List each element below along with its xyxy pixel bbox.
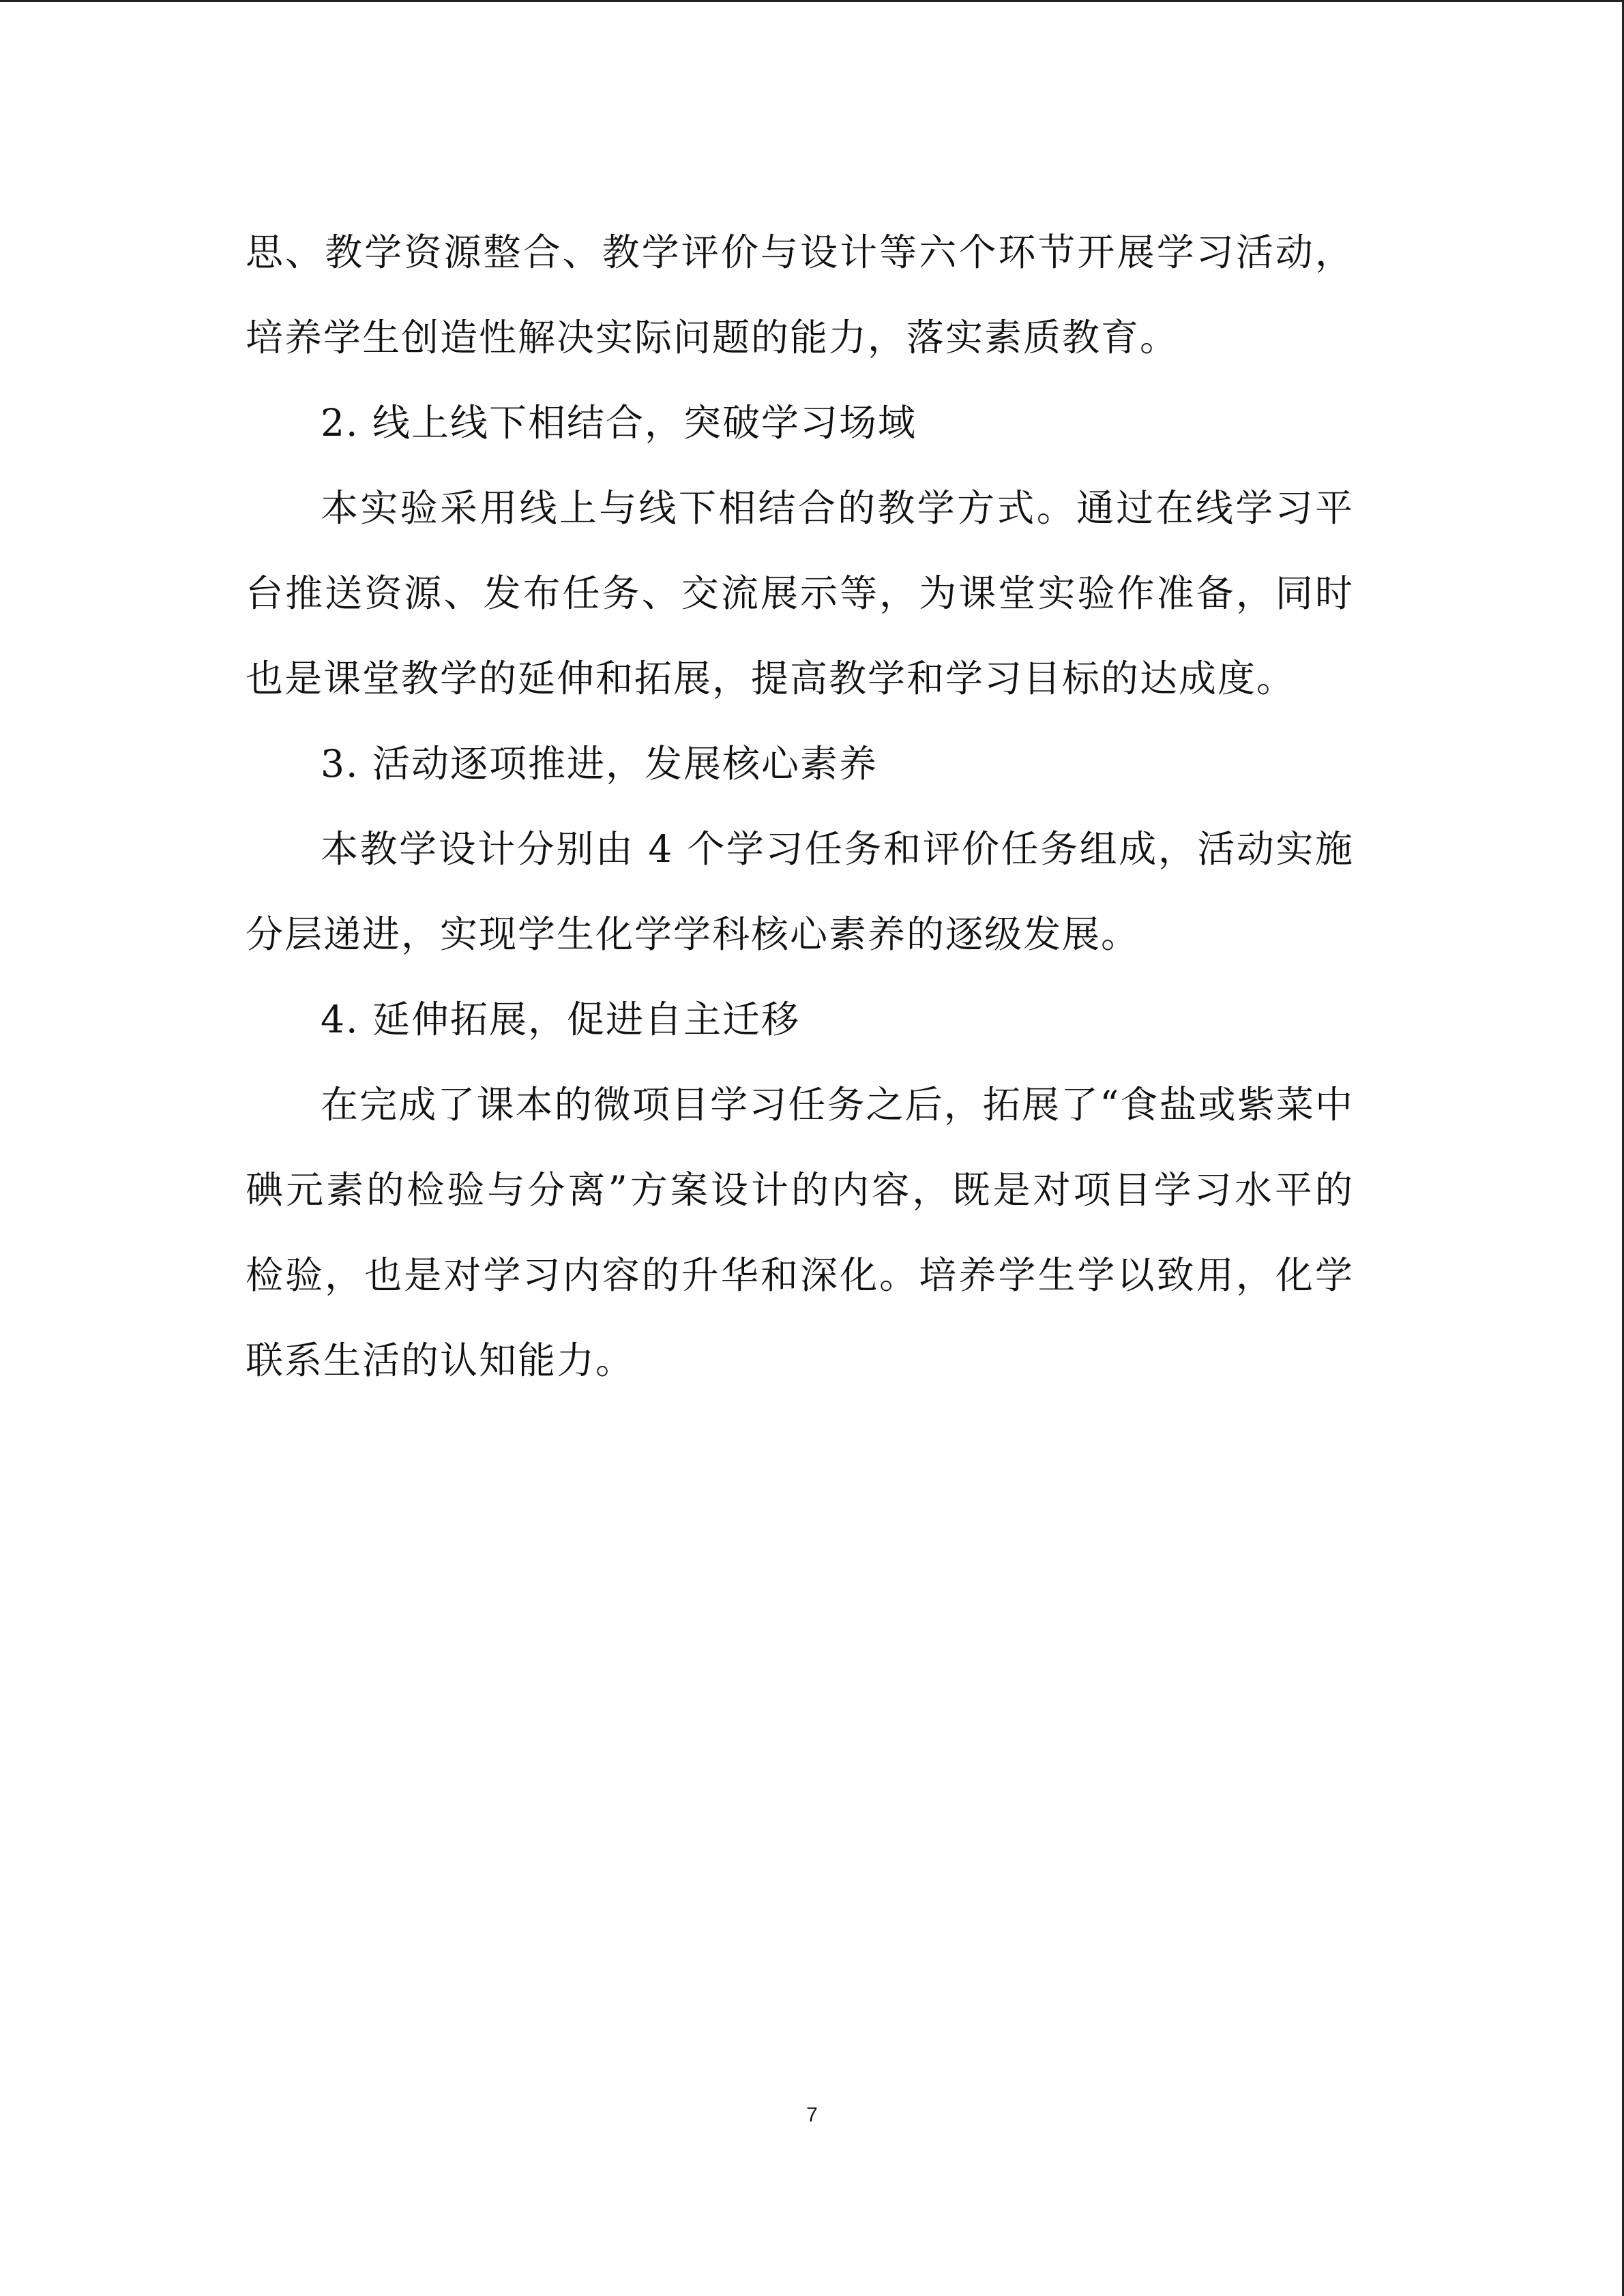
paragraph-continued: 思、教学资源整合、教学评价与设计等六个环节开展学习活动，培养学生创造性解决实际问题的能力，落实素质教育。 [246, 230, 1354, 359]
paragraph-online-offline: 本实验采用线上与线下相结合的教学方式。通过在线学习平台推送资源、发布任务、交流展示等，为课堂实验作准备，同时也是课堂教学的延伸和拓展，提高教学和学习目标的达成度。 [246, 486, 1354, 700]
page-number: 7 [806, 2104, 818, 2126]
paragraph-extension: 在完成了课本的微项目学习任务之后，拓展了“食盐或紫菜中碘元素的检验与分离”方案设计的内容，既是对项目学习水平的检验，也是对学习内容的升华和深化。培养学生学以致用，化学联系生活的认知能力。 [246, 1083, 1354, 1382]
section-heading-3: 3. 活动逐项推进，发展核心素养 [321, 742, 878, 786]
section-heading-2: 2. 线上线下相结合，突破学习场域 [321, 401, 917, 445]
paragraph-activities: 本教学设计分别由 4 个学习任务和评价任务组成，活动实施分层递进，实现学生化学学科核心素养的逐级发展。 [246, 827, 1354, 956]
document-body [246, 210, 1354, 1403]
section-heading-4: 4. 延伸拓展，促进自主迁移 [321, 998, 800, 1041]
